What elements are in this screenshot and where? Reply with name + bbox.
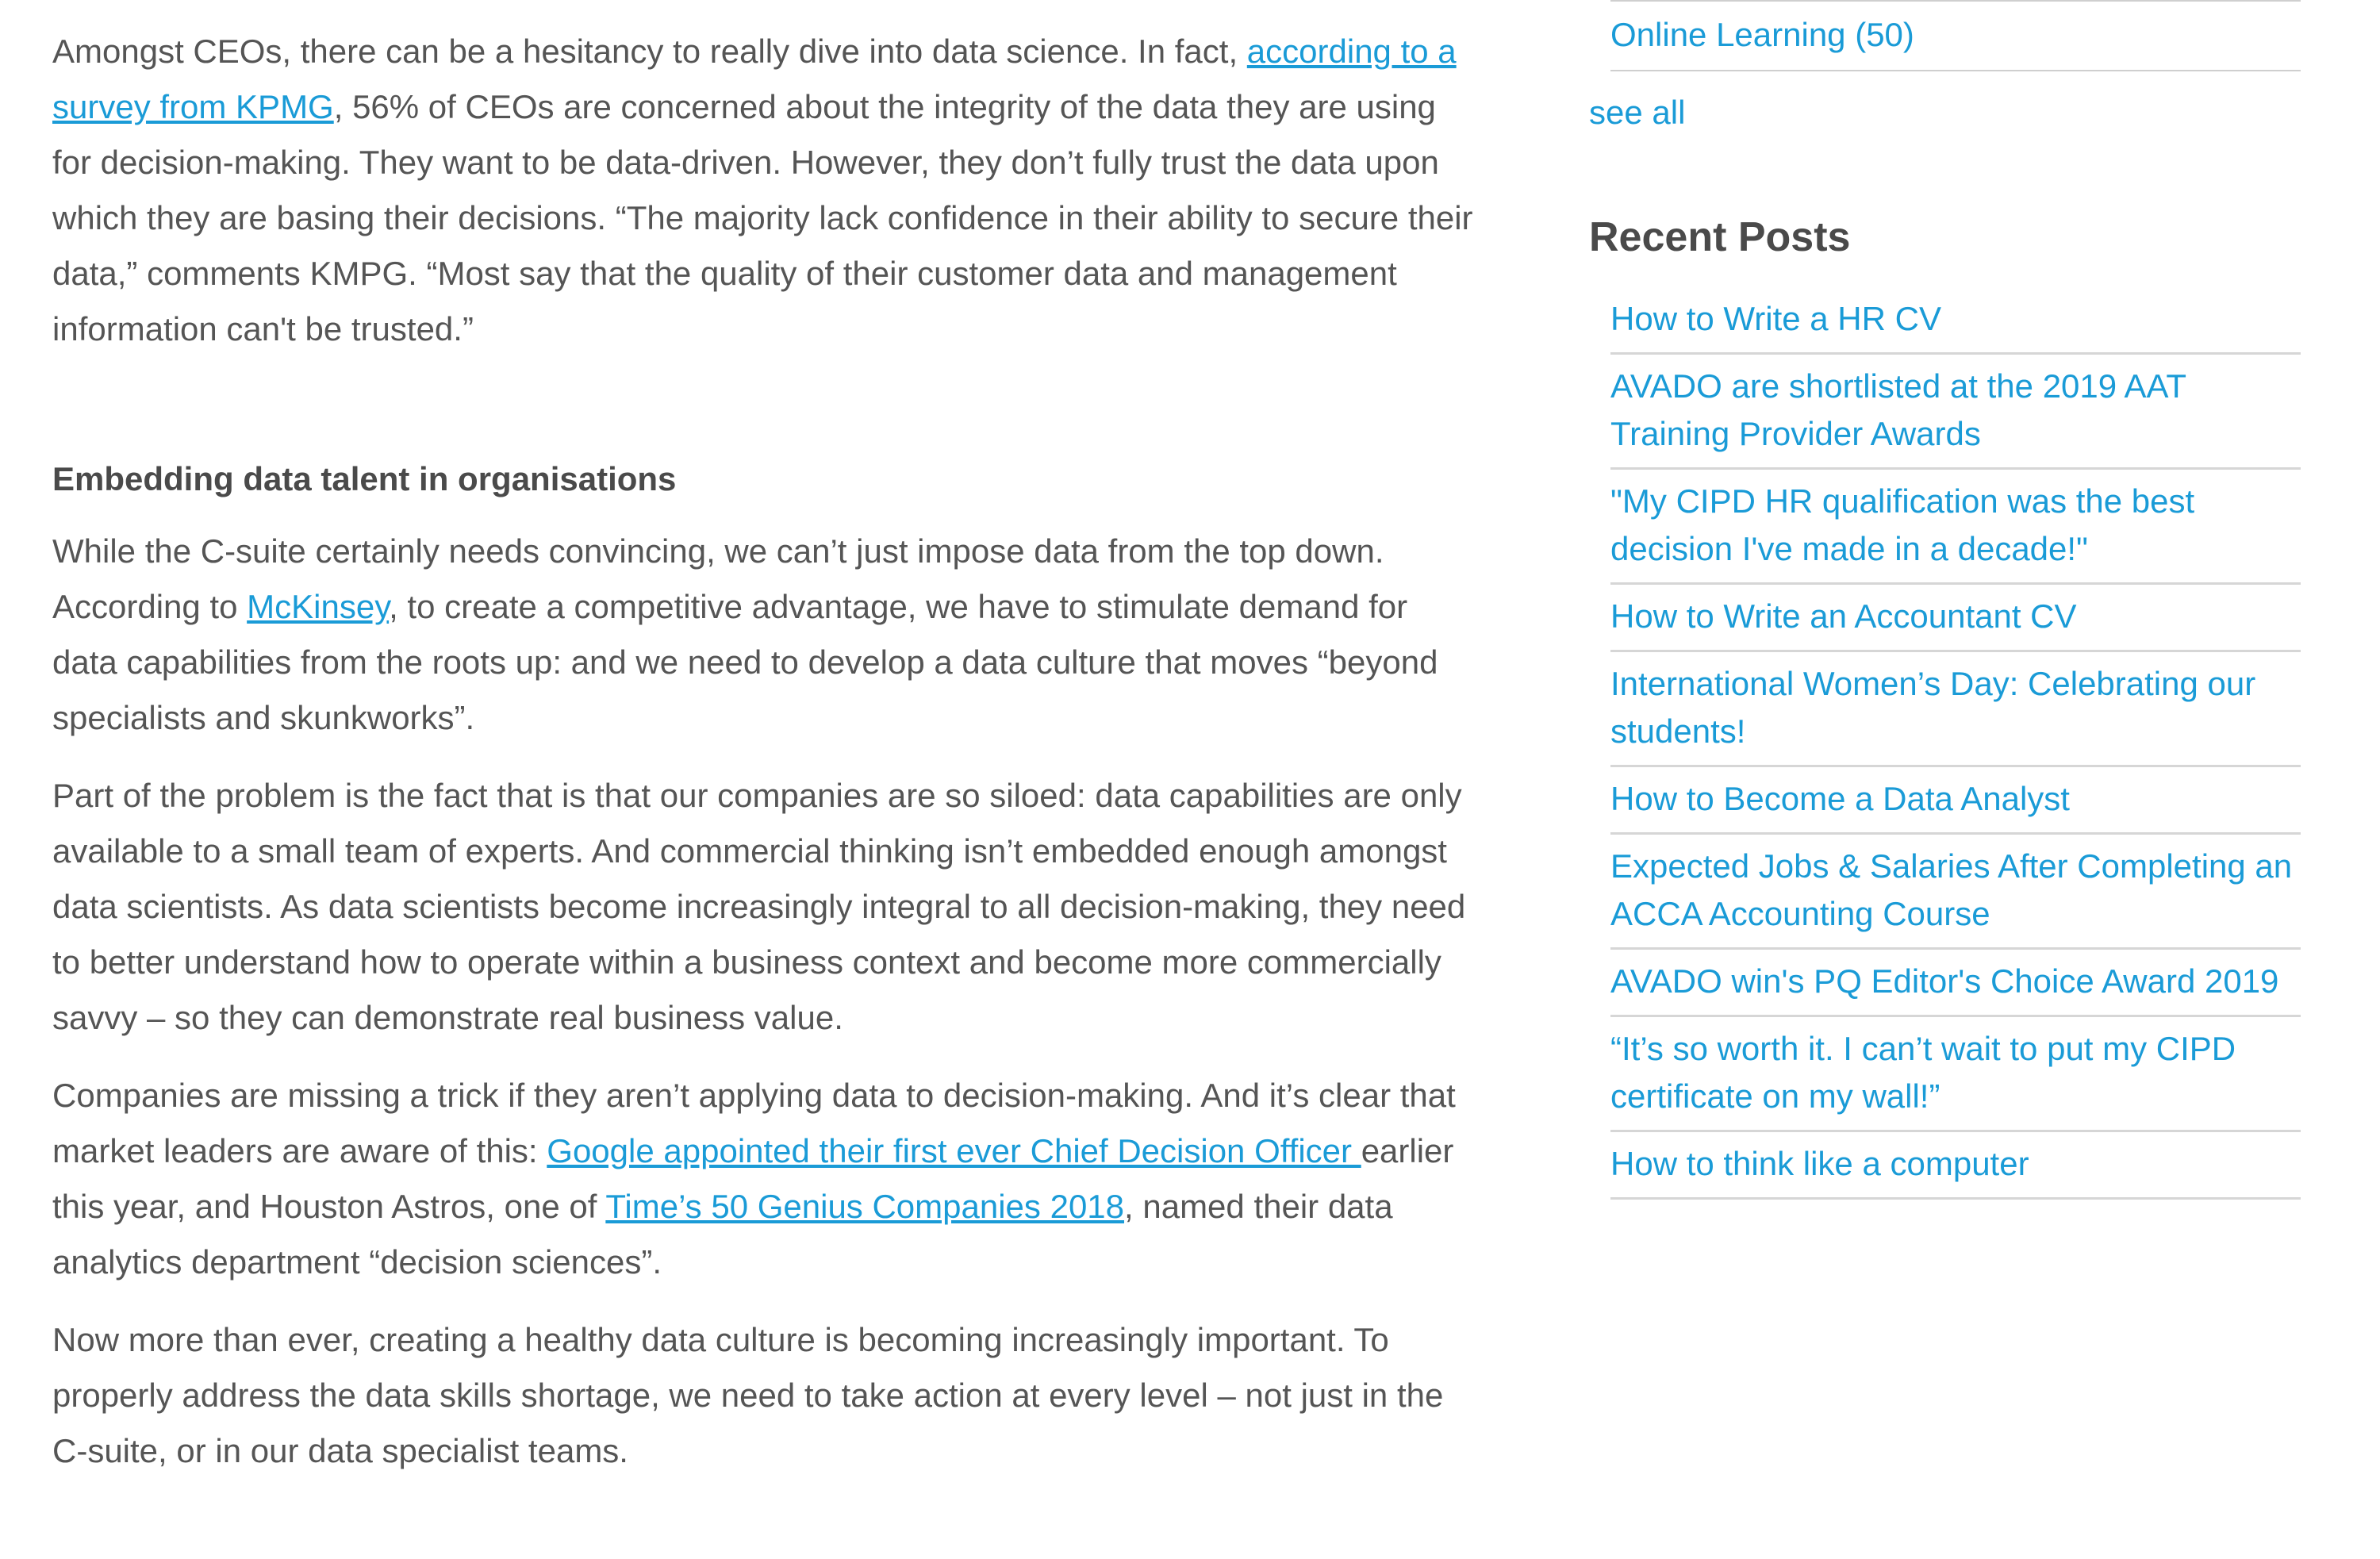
recent-post-link[interactable]: AVADO win's PQ Editor's Choice Award 2019	[1610, 962, 2279, 1000]
list-item	[1610, 585, 2301, 652]
list-item	[1610, 355, 2301, 470]
recent-posts-title: Recent Posts	[1589, 214, 1851, 260]
section-spacer	[52, 379, 1480, 455]
list-item	[1610, 287, 2301, 355]
kpmg-survey-link[interactable]: according to a survey from KPMG	[52, 33, 1457, 125]
recent-post-link[interactable]: How to Write a HR CV	[1610, 300, 1941, 337]
recent-post-link[interactable]: How to Become a Data Analyst	[1610, 780, 2070, 817]
recent-post-link[interactable]: International Women’s Day: Celebrating our students!	[1610, 665, 2256, 750]
recent-post-link[interactable]: How to Write an Accountant CV	[1610, 597, 2077, 635]
category-list	[1589, 0, 2301, 71]
recent-post-link[interactable]: How to think like a computer	[1610, 1145, 2029, 1182]
list-item	[1610, 652, 2301, 767]
list-item	[1610, 470, 2301, 585]
article-paragraph-5: Now more than ever, creating a healthy data culture is becoming increasingly important. To properly address the data skills shortage, we need to take action at every level – not just in the C-suite, or in our data specialist teams.	[52, 1321, 1444, 1469]
article-paragraph-4: Companies are missing a trick if they aren’t applying data to decision-making. And it’s clear that market leaders are aware of this: Google appointed their first ever Chief Decision Officer earlier this year, and Houston Astros, one of Time’s 50 Genius Companies 2018, named their data analytics department “decision sciences”.	[52, 1077, 1456, 1281]
sidebar	[1589, 0, 2301, 1200]
list-item	[1610, 1017, 2301, 1132]
article-paragraph-3: Part of the problem is the fact that is that our companies are so siloed: data capabilities are only available to a small team of experts. And commercial thinking isn’t embedded enough amongst data scientists. As data scientists become increasingly integral to all decision-making, they need to better understand how to operate within a business context and become more commercially savvy – so they can demonstrate real business value.	[52, 777, 1466, 1036]
category-link-online-learning[interactable]: Online Learning (50)	[1610, 16, 1914, 53]
mckinsey-link[interactable]: McKinsey	[247, 588, 390, 625]
see-all-link[interactable]: see all	[1589, 94, 1686, 131]
recent-posts-list	[1589, 287, 2301, 1200]
article-paragraph-2: While the C-suite certainly needs convincing, we can’t just impose data from the top down. According to McKinsey, to create a competitive advantage, we have to stimulate demand for data capabilities from the roots up: and we need to develop a data culture that moves “beyond specialists and skunkworks”.	[52, 532, 1438, 736]
recent-post-link[interactable]: Expected Jobs & Salaries After Completing an ACCA Accounting Course	[1610, 847, 2293, 932]
recent-post-link[interactable]: AVADO are shortlisted at the 2019 AAT Training Provider Awards	[1610, 367, 2186, 452]
article-paragraph-1: Amongst CEOs, there can be a hesitancy to really dive into data science. In fact, according to a survey from KPMG, 56% of CEOs are concerned about the integrity of the data they are using for decision-making. They want to be data-driven. However, they don’t fully trust the data upon which they are basing their decisions. “The majority lack confidence in their ability to secure their data,” comments KMPG. “Most say that the quality of their customer data and management information can't be trusted.”	[52, 33, 1473, 348]
article-body	[52, 24, 1480, 1501]
list-item	[1610, 835, 2301, 950]
recent-post-link[interactable]: “It’s so worth it. I can’t wait to put my CIPD certificate on my wall!”	[1610, 1030, 2236, 1115]
google-cdo-link[interactable]: Google appointed their first ever Chief Decision Officer	[547, 1132, 1361, 1169]
time-genius-companies-link[interactable]: Time’s 50 Genius Companies 2018	[605, 1188, 1125, 1225]
list-item	[1610, 767, 2301, 835]
section-heading: Embedding data talent in organisations	[52, 460, 677, 497]
recent-post-link[interactable]: "My CIPD HR qualification was the best decision I've made in a decade!"	[1610, 482, 2195, 567]
list-item	[1610, 1132, 2301, 1200]
list-item	[1610, 950, 2301, 1017]
category-item	[1610, 0, 2301, 71]
